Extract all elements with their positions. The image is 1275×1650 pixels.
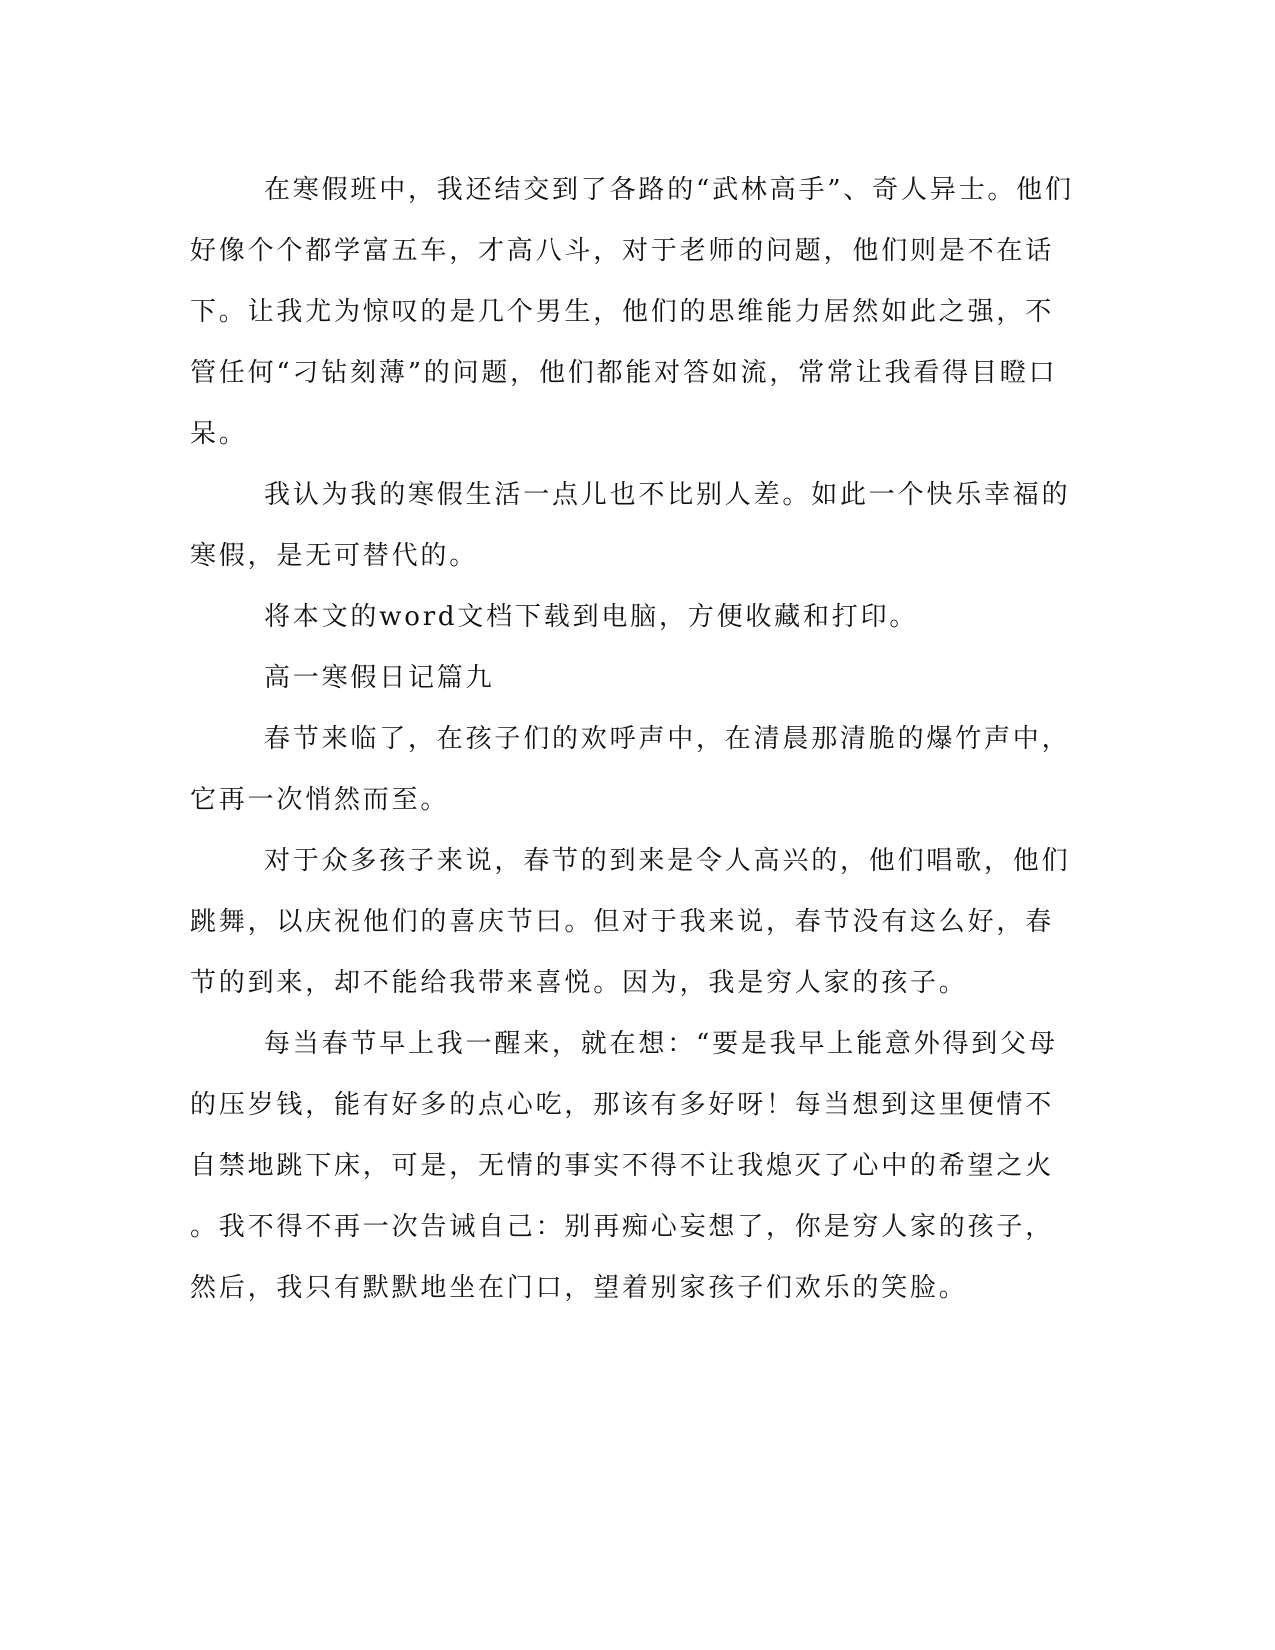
paragraph-line: 节的到来，却不能给我带来喜悦。因为，我是穷人家的孩子。 [190,968,968,998]
section-heading: 高一寒假日记篇九 [264,663,495,693]
paragraph-line: 在寒假班中，我还结交到了各路的“武林高手”、奇人异士。他们 [264,175,1074,205]
paragraph-line: 每当春节早上我一醒来，就在想：“要是我早上能意外得到父母 [264,1029,1058,1059]
paragraph-line: 我认为我的寒假生活一点儿也不比别人差。如此一个快乐幸福的 [264,480,1071,510]
paragraph-line: 呆。 [190,419,248,449]
paragraph-line: 寒假，是无可替代的。 [190,541,479,571]
document-body [190,160,1090,1319]
paragraph-line: 好像个个都学富五车，才高八斗，对于老师的问题，他们则是不在话 [190,236,1055,266]
paragraph-line: 管任何“刁钻刻薄”的问题，他们都能对答如流，常常让我看得目瞪口 [190,358,1058,388]
paragraph-line: 自禁地跳下床，可是，无情的事实不得不让我熄灭了心中的希望之火 [190,1151,1055,1181]
paragraph-line: 春节来临了，在孩子们的欢呼声中，在清晨那清脆的爆竹声中， [264,724,1071,754]
paragraph-line: 它再一次悄然而至。 [190,785,450,815]
paragraph-line: 然后，我只有默默地坐在门口，望着别家孩子们欢乐的笑脸。 [190,1273,968,1303]
paragraph-line: 的压岁钱，能有好多的点心吃，那该有多好呀！每当想到这里便情不 [190,1090,1055,1120]
download-note: 将本文的word文档下载到电脑，方便收藏和打印。 [264,602,919,632]
paragraph-line: 对于众多孩子来说，春节的到来是令人高兴的，他们唱歌，他们 [264,846,1071,876]
paragraph-line: 下。让我尤为惊叹的是几个男生，他们的思维能力居然如此之强，不 [190,297,1055,327]
paragraph-line: 。我不得不再一次告诫自己：别再痴心妄想了，你是穷人家的孩子， [190,1212,1055,1242]
paragraph-line: 跳舞，以庆祝他们的喜庆节曰。但对于我来说，春节没有这么好，春 [190,907,1055,937]
